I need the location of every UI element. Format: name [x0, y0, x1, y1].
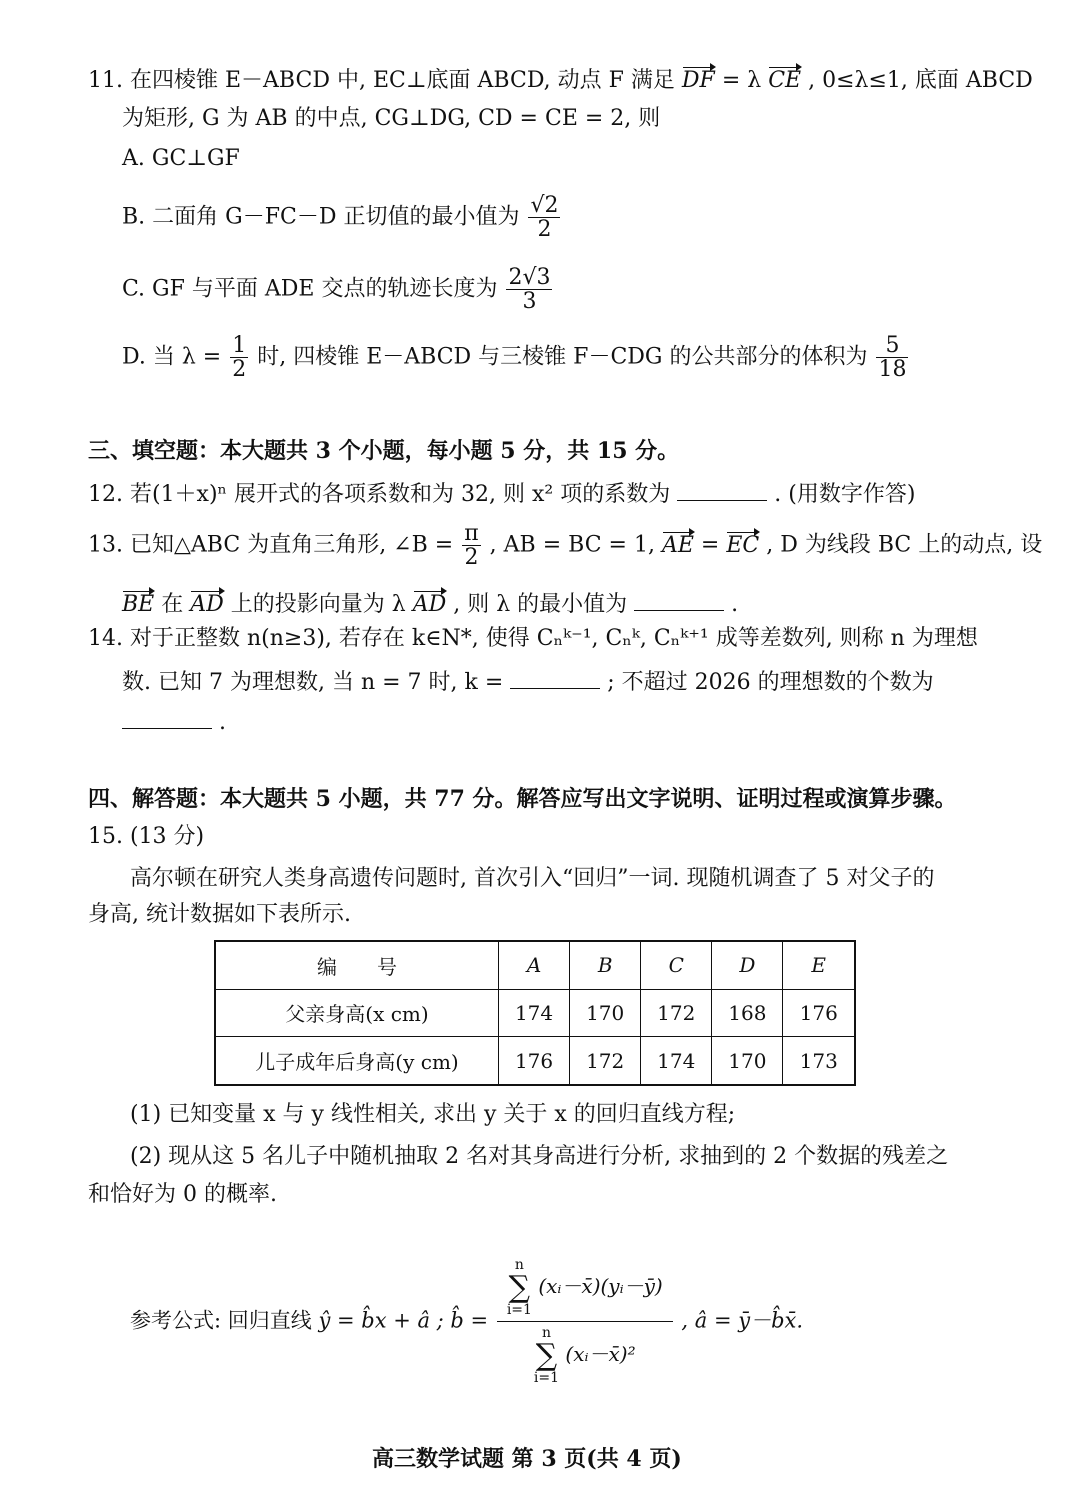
q11-option-c [122, 266, 554, 313]
q13-text-c: , D 为线段 BC 上的动点, 设 [766, 532, 1043, 558]
height-data-table [214, 940, 856, 1086]
fraction-denominator [497, 1322, 673, 1385]
q11-option-d [122, 334, 910, 381]
fraction-denominator: 18 [878, 357, 907, 383]
fraction-numerator: π [464, 521, 479, 546]
formula-b-hat-fraction [497, 1258, 673, 1386]
q13-text-f: , 则 λ 的最小值为 [453, 592, 628, 617]
table-cell: 172 [570, 1037, 641, 1085]
formula-label: 参考公式: 回归直线 [130, 1308, 312, 1333]
table-cell: 174 [499, 989, 570, 1036]
q12-tail: . (用数字作答) [774, 482, 916, 507]
fraction-numerator: 1 [232, 333, 247, 358]
q13-text-d: 在 [161, 592, 184, 617]
vector-ec: EC [726, 532, 760, 558]
fraction-numerator [497, 1258, 673, 1322]
q12-text: 12. 若(1＋x)ⁿ 展开式的各项系数和为 32, 则 x² 项的系数为 [88, 482, 671, 507]
table-row [215, 989, 855, 1036]
table-cell: 170 [570, 989, 641, 1036]
sigma-glyph: ∑ [535, 1338, 558, 1374]
denominator-expression: (xᵢ－x̄)² [565, 1342, 636, 1367]
q11-option-d-fraction-1 [230, 334, 248, 381]
sum-upper-limit: n [541, 1325, 551, 1342]
table-cell: 176 [499, 1037, 570, 1085]
table-row-label: 父亲身高(x cm) [215, 989, 499, 1036]
table-cell: 173 [783, 1037, 855, 1085]
q15-part-2b: 和恰好为 0 的概率. [88, 1182, 277, 1207]
q13-end: . [731, 592, 739, 617]
q14-text-b: ; 不超过 2026 的理想数的个数为 [607, 670, 934, 695]
vector-ae: AE [661, 532, 694, 558]
section-4-heading: 四、解答题：本大题共 5 小题，共 77 分。解答应写出文字说明、证明过程或演算步骤。 [88, 786, 957, 812]
table-cell: 168 [712, 989, 783, 1036]
fraction-denominator: 2 [464, 545, 479, 571]
vector-df: DF [681, 68, 715, 93]
vector-ad: AD [190, 592, 224, 617]
q13-line1 [88, 522, 1042, 569]
section-3-heading: 三、填空题：本大题共 3 个小题，每小题 5 分，共 15 分。 [88, 438, 680, 464]
formula-a-hat: , â = ȳ－b̂x̄. [681, 1308, 804, 1333]
table-cell: 172 [641, 989, 712, 1036]
numerator-expression: (xᵢ－x̄)(yᵢ－ȳ) [538, 1274, 663, 1299]
q11-option-c-text: C. GF 与平面 ADE 交点的轨迹长度为 [122, 276, 498, 302]
table-header-label: 编 号 [215, 941, 499, 989]
q13-text-a: 13. 已知△ABC 为直角三角形, ∠B = [88, 532, 454, 558]
q15-part-2a: (2) 现从这 5 名儿子中随机抽取 2 名对其身高进行分析, 求抽到的 2 个数据的残差之 [130, 1144, 949, 1169]
q11-option-a: A. GC⊥GF [122, 146, 240, 171]
sum-lower-limit: i=1 [533, 1370, 560, 1387]
q11-option-b-text: B. 二面角 G－FC－D 正切值的最小值为 [122, 204, 520, 230]
q11-eq-lambda: = λ [721, 68, 762, 93]
fraction-denominator: 3 [522, 289, 537, 315]
fraction-numerator: √2 [530, 193, 559, 218]
fraction-denominator: 2 [537, 217, 552, 243]
q15-intro-2: 身高, 统计数据如下表所示. [88, 902, 351, 927]
vector-be: BE [122, 592, 155, 617]
q11-line1 [88, 70, 1033, 92]
reference-formula [130, 1258, 803, 1386]
sum-lower-limit: i=1 [506, 1301, 532, 1318]
table-row [215, 941, 855, 989]
table-cell: 176 [783, 989, 855, 1036]
table-header-cell: C [641, 941, 712, 989]
answer-blank [677, 480, 767, 501]
q11-option-c-fraction [506, 266, 552, 313]
page-footer: 高三数学试题 第 3 页(共 4 页) [372, 1446, 682, 1472]
q11-option-d-fraction-2 [876, 334, 908, 381]
table-cell: 170 [712, 1037, 783, 1085]
table-row-label: 儿子成年后身高(y cm) [215, 1037, 499, 1085]
q15-part-1: (1) 已知变量 x 与 y 线性相关, 求出 y 关于 x 的回归直线方程; [130, 1102, 736, 1127]
summation-symbol [507, 1258, 532, 1317]
table-header-cell: B [570, 941, 641, 989]
q11-option-d-text-b: 时, 四棱锥 E－ABCD 与三棱锥 F－CDG 的公共部分的体积为 [257, 344, 868, 370]
answer-blank [634, 590, 724, 611]
formula-regression-line: ŷ = b̂x + â ; b̂ = [318, 1308, 489, 1333]
q14-text-a: 数. 已知 7 为理想数, 当 n = 7 时, k = [122, 670, 504, 695]
q11-option-b [122, 194, 562, 241]
q13-text-b: , AB = BC = 1, [489, 532, 655, 558]
fraction-numerator: 5 [876, 334, 908, 358]
table-row [215, 1037, 855, 1085]
q14-line2 [122, 668, 934, 694]
table-cell: 174 [641, 1037, 712, 1085]
q15-intro-1: 高尔顿在研究人类身高遗传问题时, 首次引入“回归”一词. 现随机调查了 5 对父子的 [130, 866, 935, 891]
answer-blank [122, 708, 212, 729]
q13-eq: = [700, 532, 720, 558]
q11-line1-tail: , 0≤λ≤1, 底面 ABCD [808, 68, 1033, 93]
q13-fraction-pi-over-2 [462, 522, 480, 569]
q11-option-d-text-a: D. 当 λ = [122, 344, 222, 370]
q14-line3 [122, 708, 226, 734]
q12-line [88, 480, 915, 506]
table-header-cell: A [499, 941, 570, 989]
q13-line2 [122, 590, 738, 616]
table-header-cell: E [783, 941, 855, 989]
vector-ce: CE [768, 68, 802, 93]
summation-symbol [534, 1326, 559, 1385]
sum-upper-limit: n [514, 1257, 524, 1273]
q13-text-e: 上的投影向量为 λ [230, 592, 406, 617]
fraction-denominator: 2 [232, 357, 247, 383]
fraction-numerator: 2√3 [508, 265, 551, 290]
sigma-glyph: ∑ [508, 1269, 531, 1305]
answer-blank [510, 668, 600, 689]
q11-line2: 为矩形, G 为 AB 的中点, CG⊥DG, CD = CE = 2, 则 [122, 106, 661, 131]
vector-ad: AD [412, 592, 447, 617]
table-header-cell: D [712, 941, 783, 989]
q11-line1-text: 11. 在四棱锥 E－ABCD 中, EC⊥底面 ABCD, 动点 F 满足 [88, 68, 675, 93]
q14-end: . [219, 710, 226, 735]
q15-title: 15. (13 分) [88, 824, 205, 849]
q14-line1: 14. 对于正整数 n(n≥3), 若存在 k∈N*, 使得 Cₙᵏ⁻¹, Cₙᵏ, Cₙᵏ⁺¹ 成等差数列, 则称 n 为理想 [88, 626, 978, 651]
q11-option-b-fraction [528, 194, 560, 241]
